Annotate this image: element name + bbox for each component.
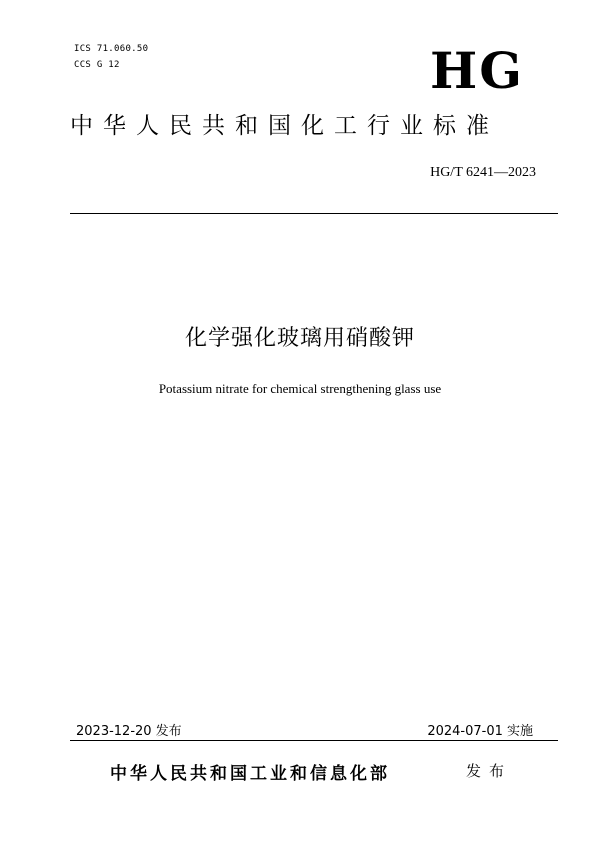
document-title-english: Potassium nitrate for chemical strengthening glass use xyxy=(158,381,442,396)
implementation-date: 2024-07-01 实施 xyxy=(427,724,533,739)
hg-logo: HG xyxy=(430,41,524,100)
issuing-authority: 中华人民共和国工业和信息化部 xyxy=(110,764,390,784)
issue-date: 2023-12-20 发布 xyxy=(76,724,182,739)
industry-standard-heading: 中华人民共和国化工行业标准 xyxy=(70,113,499,139)
bottom-divider xyxy=(70,740,558,741)
standard-number: HG/T 6241—2023 xyxy=(430,165,536,180)
ccs-code: CCS G 12 xyxy=(74,60,120,70)
document-title-chinese: 化学强化玻璃用硝酸钾 xyxy=(184,326,415,351)
top-divider xyxy=(70,213,558,214)
issue-action-label: 发布 xyxy=(466,762,513,780)
ics-code: ICS 71.060.50 xyxy=(74,44,149,54)
